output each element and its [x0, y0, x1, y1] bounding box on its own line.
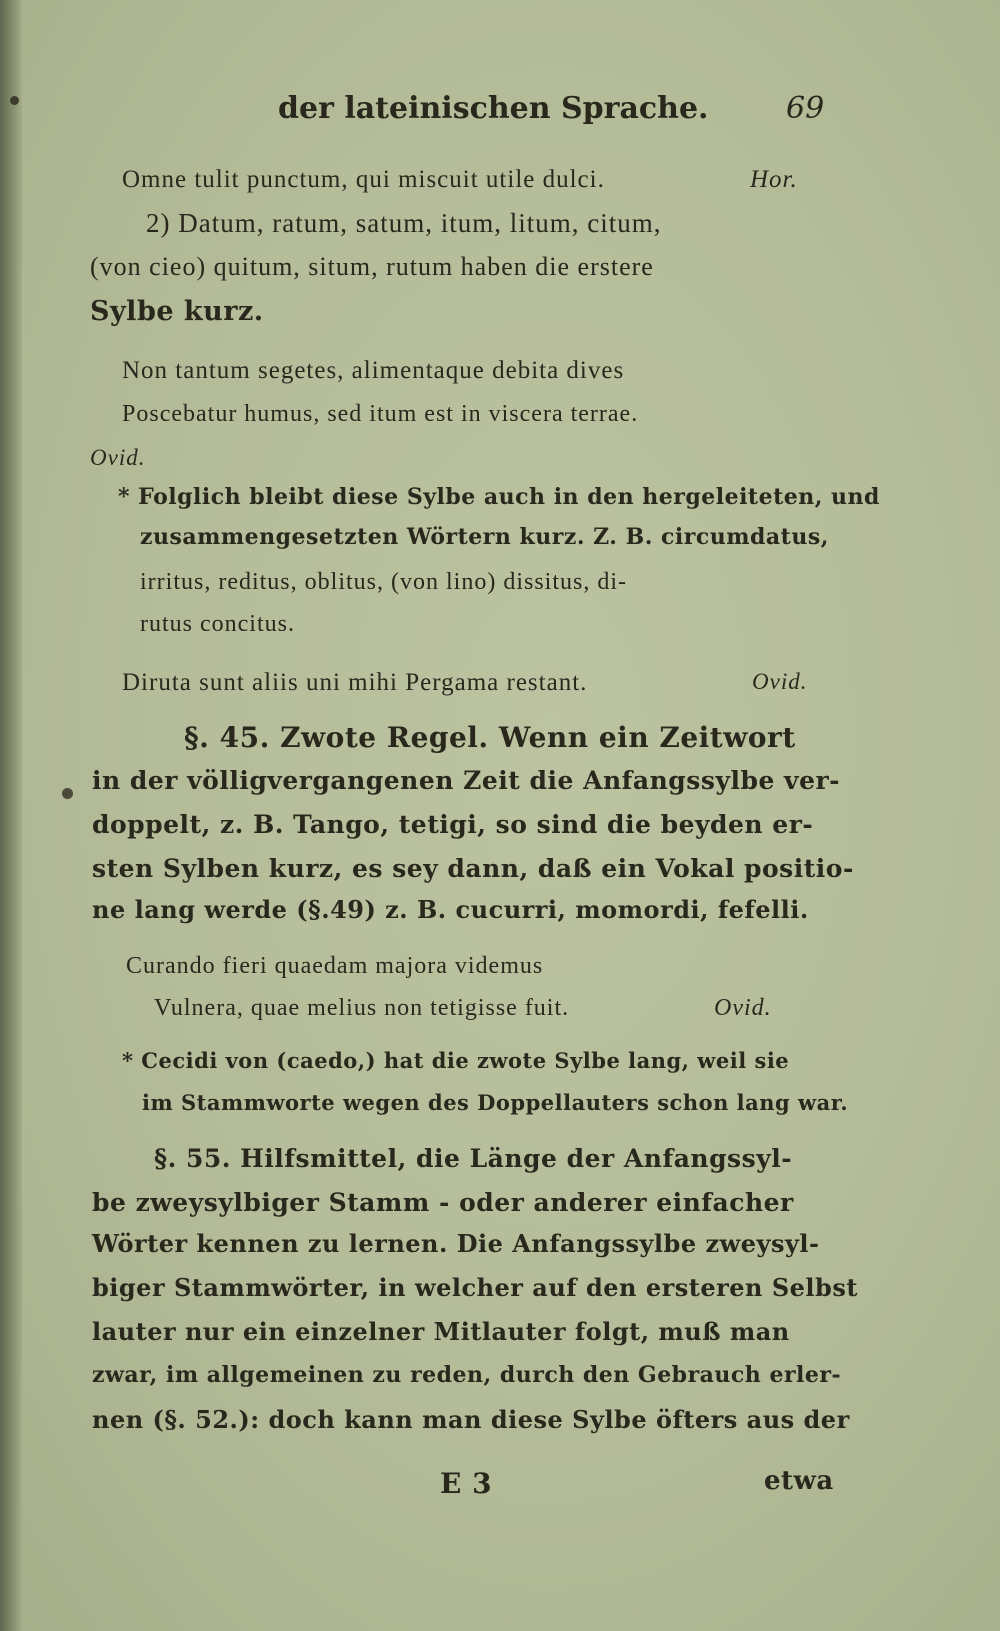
text-line: (von cieo) quitum, situm, rutum haben die erstere [90, 252, 654, 281]
verse-source: Ovid. [90, 445, 146, 470]
page-number: 69 [786, 91, 825, 126]
note-line: * Folglich bleibt diese Sylbe auch in den hergeleiteten, und [118, 484, 880, 510]
page-binding-edge [0, 0, 22, 1631]
text-line: in der völligvergangenen Zeit die Anfangssylbe ver- [92, 766, 841, 795]
verse-line: Vulnera, quae melius non tetigisse fuit. [154, 995, 570, 1021]
section-heading: §. 55. Hilfsmittel, die Länge der Anfangssyl- [154, 1144, 793, 1173]
text-line: nen (§. 52.): doch kann man diese Sylbe öfters aus der [92, 1405, 850, 1434]
section-heading: §. 45. Zwote Regel. Wenn ein Zeitwort [184, 721, 796, 754]
verse-source: Ovid. [752, 669, 808, 694]
text-line: biger Stammwörter, in welcher auf den ersteren Selbst [92, 1273, 858, 1302]
text-line: 2) Datum, ratum, satum, itum, litum, citum, [146, 208, 662, 238]
note-line: zusammengesetzten Wörtern kurz. Z. B. circumdatus, [140, 524, 829, 550]
note-line: im Stammworte wegen des Doppellauters schon lang war. [142, 1090, 849, 1115]
text-line: lauter nur ein einzelner Mitlauter folgt, muß man [92, 1317, 790, 1346]
ink-spot [10, 96, 19, 105]
note-line: * Cecidi von (caedo,) hat die zwote Sylbe lang, weil sie [122, 1048, 790, 1073]
verse-line: Diruta sunt aliis uni mihi Pergama restant. [122, 669, 588, 696]
catchword: etwa [764, 1466, 834, 1496]
verse-source: Ovid. [714, 995, 772, 1021]
verse-line: Curando fieri quaedam majora videmus [126, 953, 544, 979]
text-line: be zweysylbiger Stamm - oder anderer einfacher [92, 1188, 794, 1217]
text-line: sten Sylben kurz, es sey dann, daß ein Vokal positio- [92, 854, 854, 883]
running-title: der lateinischen Sprache. [278, 91, 709, 126]
signature-mark: E 3 [440, 1467, 493, 1500]
quote-source: Hor. [750, 166, 798, 193]
verse-line: Poscebatur humus, sed itum est in viscera terrae. [122, 401, 639, 427]
note-line: irritus, reditus, oblitus, (von lino) dissitus, di- [140, 569, 627, 595]
text-line: Sylbe kurz. [90, 296, 264, 327]
text-line: doppelt, z. B. Tango, tetigi, so sind die beyden er- [92, 810, 814, 839]
text-line: ne lang werde (§.49) z. B. cucurri, momordi, fefelli. [92, 895, 809, 924]
text-line: zwar, im allgemeinen zu reden, durch den Gebrauch erler- [92, 1362, 842, 1388]
verse-line: Non tantum segetes, alimentaque debita dives [122, 357, 625, 384]
quote-line: Omne tulit punctum, qui miscuit utile dulci. [122, 166, 605, 193]
text-line: Wörter kennen zu lernen. Die Anfangssylbe zweysyl- [92, 1229, 820, 1258]
ink-spot [62, 788, 73, 799]
note-line: rutus concitus. [140, 611, 295, 637]
